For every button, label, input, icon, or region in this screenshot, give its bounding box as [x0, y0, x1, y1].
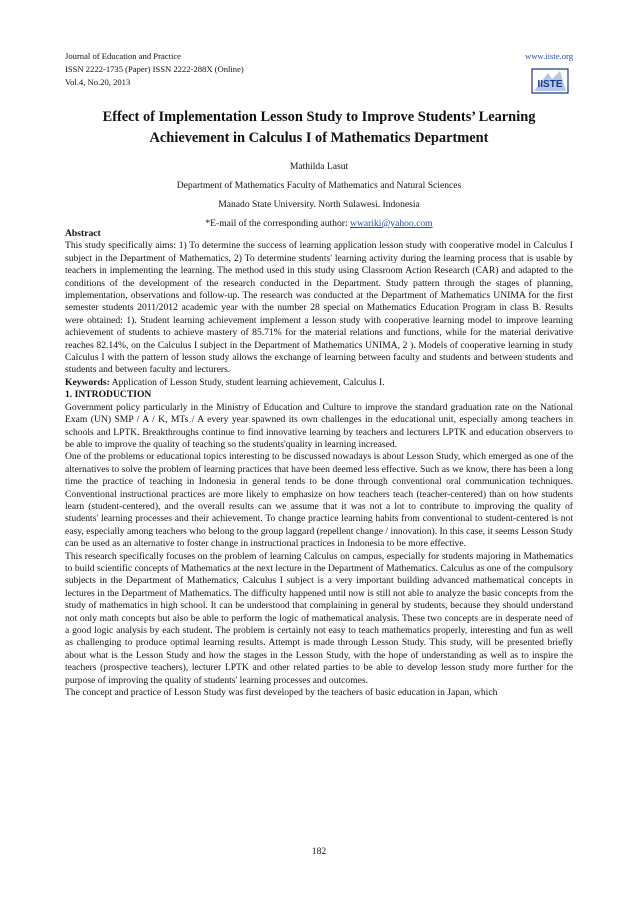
- running-header: [65, 50, 573, 89]
- keywords-label: Keywords:: [65, 376, 110, 388]
- intro-paragraph: This research specifically focuses on the problem of learning Calculus on campus, especially for students majoring in Mathematics to build scientific concepts of Mathematics at the next lecture in the Department of Mathematics. Calculus as one of the compulsory subjects in the Department of Mathematics, Calculus I subject is a very important building advanced mathematical concepts in lectures in the Department of Mathematics. The difficulty happened until now is still not able to analyze the basic concepts from the study of mathematics in high school. It can be understood that complaining in general by students, because they should understand not only math concepts but also be able to perform the logic of mathematical analysis. These two concepts are in desperate need of a good logic analysis by each student. The problem is certainly not easy to teach mathematics properly, interesting and fun as well as challenging to produce optimal learning results. Attempt is made through Lesson Study. This study, will be presented briefly about what is the Lesson Study and how the stages in the Lesson Study, with the hope of understanding as well as to inspire the teachers (prospective teachers), lecturer LPTK and other related parties to be able to develop lesson study more further for the purpose of improving the quality of students' learning processes and outcomes.: [65, 550, 573, 686]
- abstract-text: This study specifically aims: 1) To determine the success of learning application lesson study with cooperative model in Calculus I subject in the Department of Mathematics, 2) To determine students' learning activity during the learning process that is usable by teachers in implementing the learning. The method used in this study using Classroom Action Research (CAR) and adapted to the conditions of the development of the research conducted in the Department. Study pattern through the stages of planning, implementation, observations and follow-up. The research was conducted at the Department of Mathematics UNIMA for the first semester students 2011/2012 academic year with the number 28 special on Mathematics Education Program in class B. Results were obtained: 1). Student learning achievement implement a lesson study with cooperative learning model to improve learning achievement of students to achieve mastery of 85.71% for the material relations and functions, while for the material derivative reaches 82.14%, on the Calculus I subject in the Department of Mathematics UNIMA, 2 ). Models of cooperative learning in study Calculus I with the pattern of lesson study allows the exchange of learning between faculty and students and between students and students and between faculty and lecturers.: [65, 240, 573, 376]
- volume-line: Vol.4, No.20, 2013: [65, 77, 131, 87]
- paper-body: [65, 228, 573, 699]
- author-block: [65, 157, 573, 233]
- abstract-heading: Abstract: [65, 228, 101, 239]
- keywords-text: Application of Lesson Study, student learning achievement, Calculus I.: [109, 376, 385, 388]
- intro-paragraph: One of the problems or educational topics interesting to be discussed nowadays is about Lesson Study, which emerged as one of the alternatives to solve the problem of learning practices that have been deemed less effective. Such as we know, there has been a long time the practice of teaching in Indonesia in general tends to be done through conventional oral communication techniques. Conventional instructional practices are more likely to emphasize on how teachers teach (teacher-centered) than on how students learn (student-centered), and the overall results can we assume that it was not a lot to contribute to improving the quality of students' learning processes and their achievement. To change practice learning habits from conventional to student-centered is not easy, especially among teachers who belong to the group laggard (repellent change / innovation). In this case, it seems Lesson Study can be used as an alternative to foster change in instructional practices in Indonesia to be more effective.: [65, 451, 573, 550]
- intro-paragraph: Government policy particularly in the Ministry of Education and Culture to improve the standard graduation rate on the National Exam (UN) SMP / A / K, MTs / A every year spawned its own challenges in the educational unit, especially among teachers in schools and LPTK. Breakthroughs continue to find innovative learning by teachers and lecturers LPTK and education observers to be able to improve the quality of teaching so the students'quality in learning increased.: [65, 401, 573, 450]
- author-university: Manado State University. North Sulawesi. Indonesia: [218, 199, 420, 210]
- journal-name: Journal of Education and Practice: [65, 51, 181, 61]
- author-affiliation: Department of Mathematics Faculty of Mathematics and Natural Sciences: [176, 180, 462, 191]
- author-name: Mathilda Lasut: [289, 161, 349, 172]
- logo-wordmark: IISTE: [537, 79, 563, 90]
- intro-paragraph: The concept and practice of Lesson Study was first developed by the teachers of basic education in Japan, which: [65, 687, 498, 699]
- issn-line: ISSN 2222-1735 (Paper) ISSN 2222-288X (Online): [65, 64, 244, 74]
- section-heading-introduction: 1. INTRODUCTION: [65, 389, 152, 401]
- journal-url-link[interactable]: www.iiste.org: [525, 51, 573, 61]
- email-prefix: *E-mail of the corresponding author:: [205, 218, 351, 229]
- page-number: 182: [311, 846, 327, 857]
- paper-title: Effect of Implementation Lesson Study to Improve Students’ Learning Achievement in Calculus I of Mathematics Department: [102, 109, 536, 146]
- iiste-logo: [528, 65, 572, 97]
- keywords-line: [65, 377, 573, 389]
- email-link[interactable]: wwariki@yahoo.com: [350, 218, 433, 229]
